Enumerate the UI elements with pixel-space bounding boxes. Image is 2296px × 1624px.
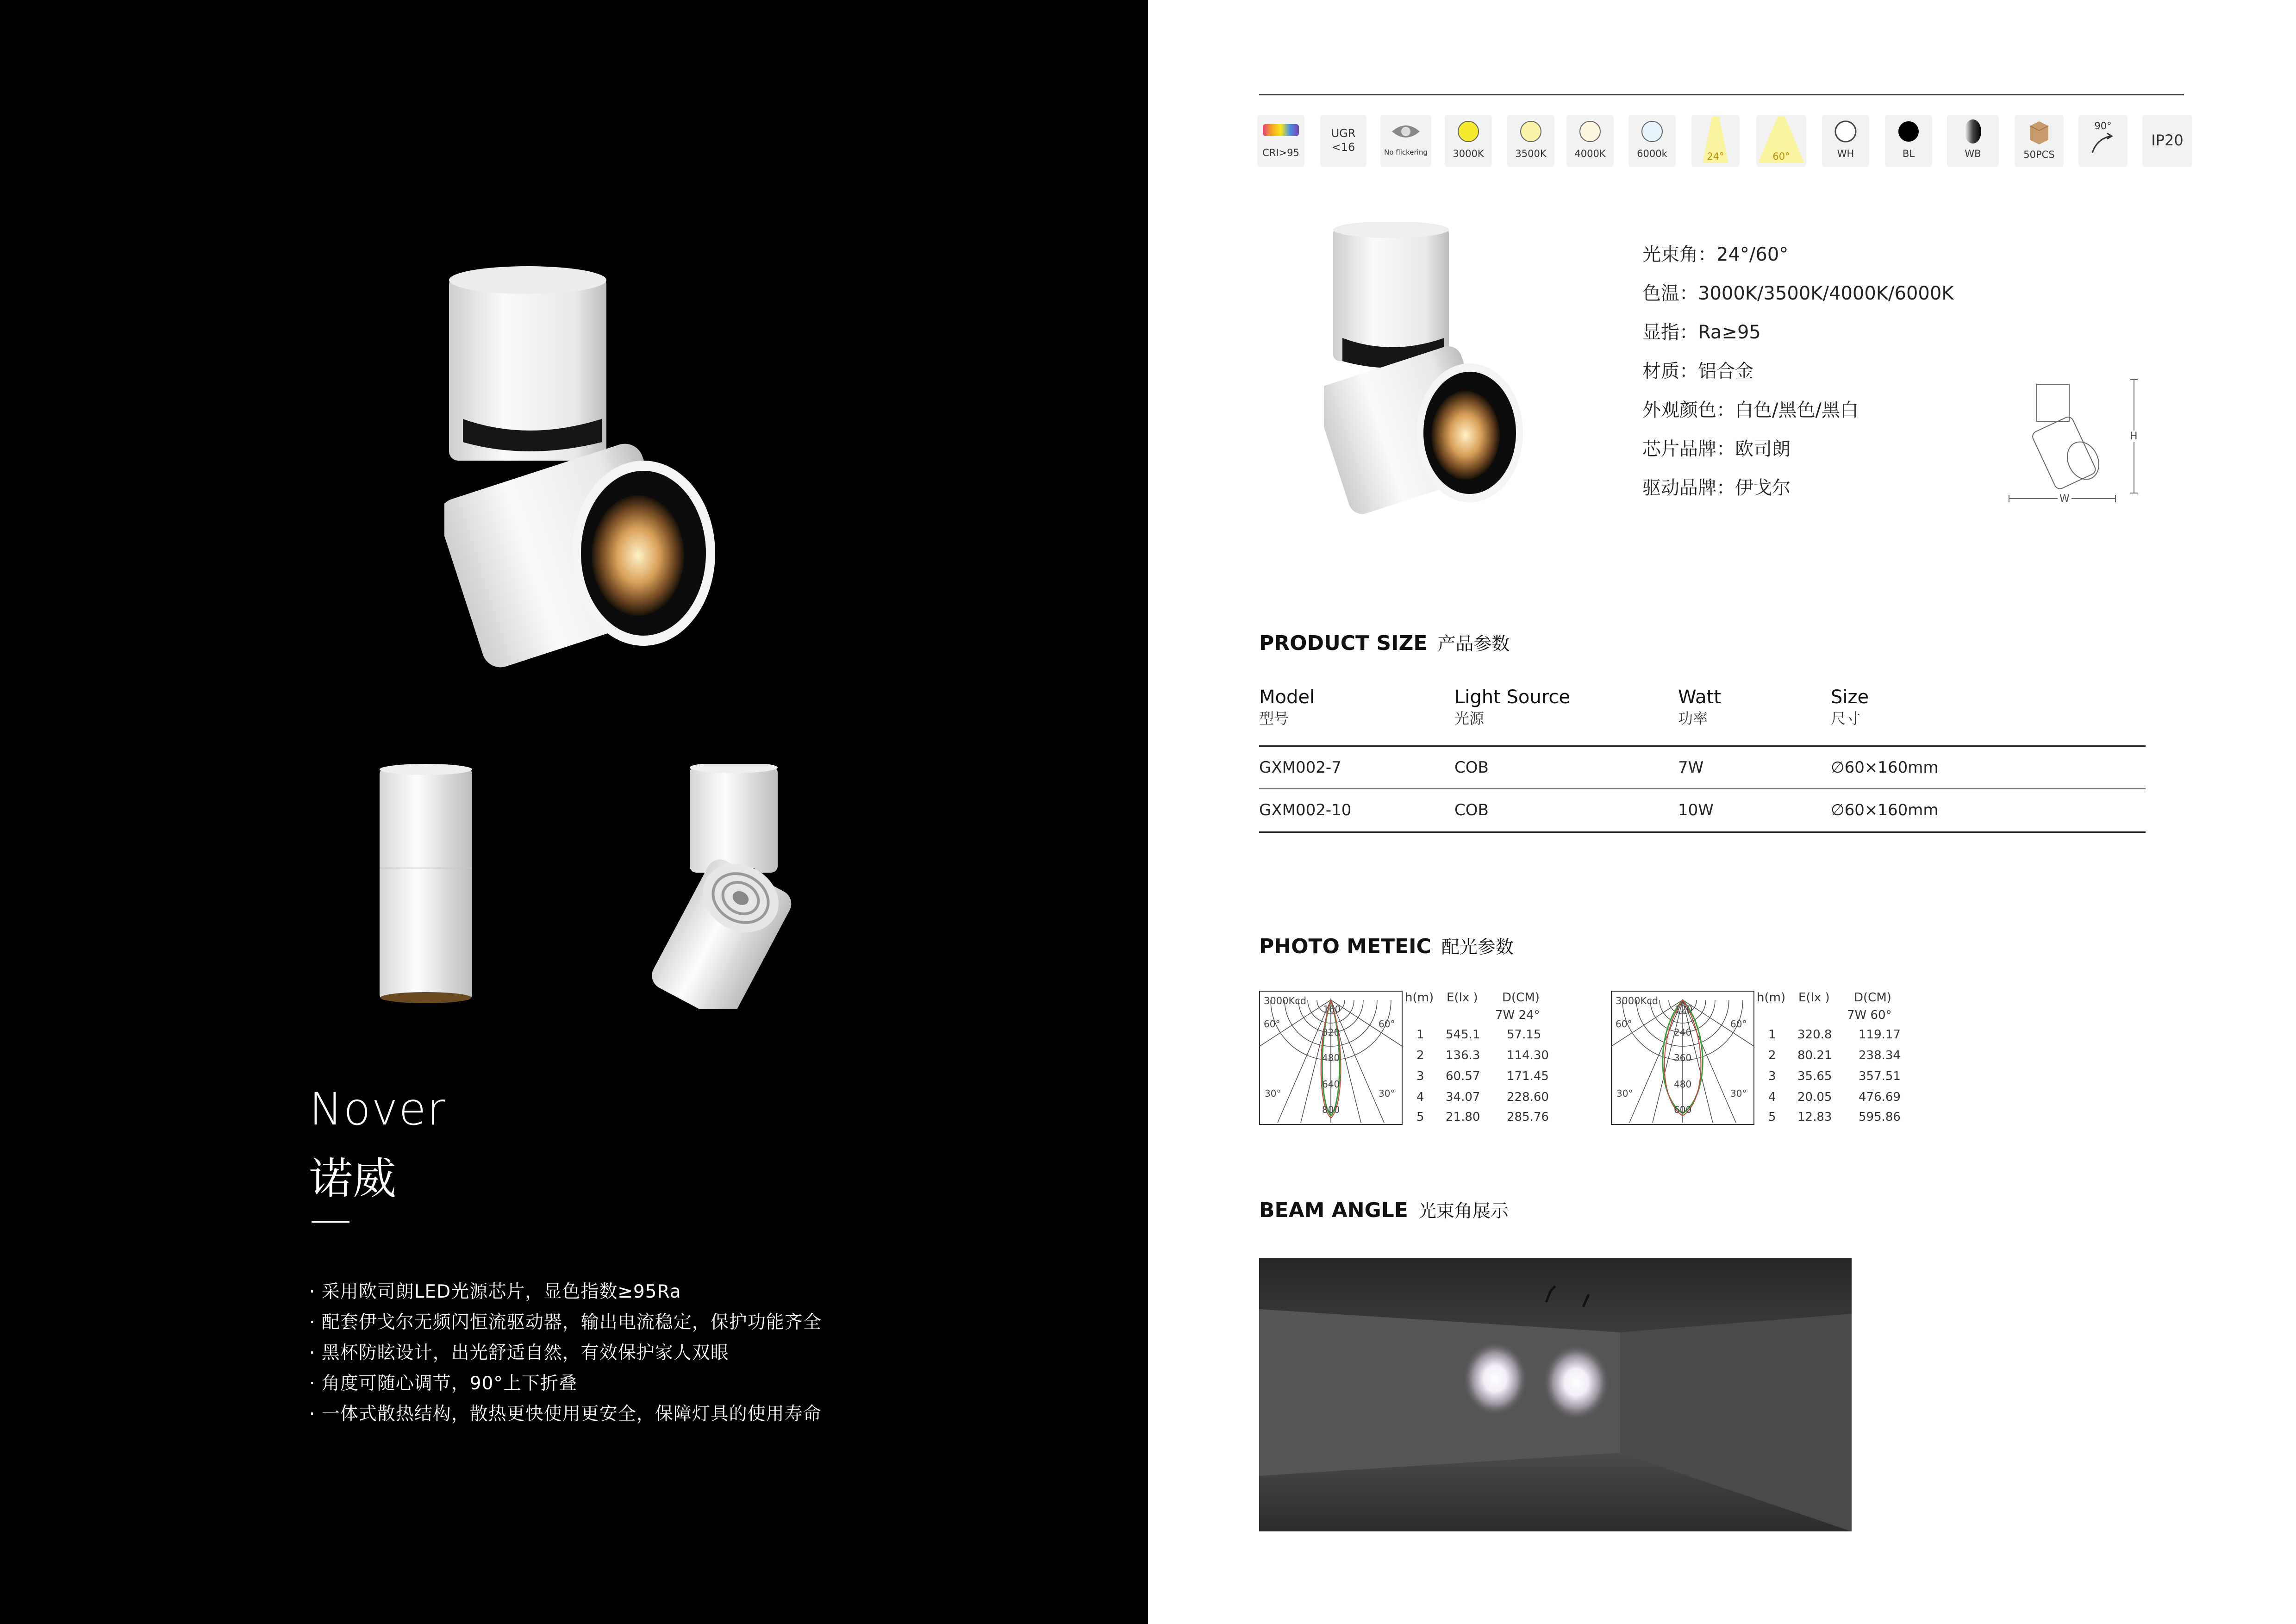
column-header-size: Size 尺寸 <box>1831 687 1869 727</box>
column-header-light-source: Light Source 光源 <box>1454 687 1570 727</box>
column-header-watt: Watt 功率 <box>1678 687 1721 727</box>
product-name-chinese: 诺威 <box>309 1154 397 1204</box>
feature-item: · 一体式散热结构，散热更快使用更安全，保障灯具的使用寿命 <box>309 1404 822 1424</box>
spec-material: 材质：铝合金 <box>1642 361 1753 382</box>
title-divider <box>312 1221 349 1223</box>
column-header-model: Model 型号 <box>1259 687 1315 727</box>
ip20-icon: IP20 <box>2142 115 2192 167</box>
rotate-90-icon: 90° <box>2078 115 2128 167</box>
beam-24-icon: 24° <box>1691 115 1740 167</box>
height-label: H <box>2128 431 2139 442</box>
spec-chip-brand: 芯片品牌：欧司朗 <box>1642 438 1791 460</box>
illuminance-table: h(m) E(lx ) D(CM) 7W 24° 1 545.1 57.15 2 136.3 114.30 3 60.57 171.45 4 34.07 228.60 5 21.80 285.76 <box>1405 991 1549 1124</box>
beam-60-icon: 60° <box>1756 115 1806 167</box>
illuminance-table: h(m) E(lx ) D(CM) 7W 60° 1 320.8 119.17 2 80.21 238.34 3 35.65 357.51 4 20.05 476.69 5 12.83 595.86 <box>1757 991 1901 1124</box>
product-name-english: Nover <box>309 1083 446 1135</box>
no-flicker-icon: No flickering <box>1380 115 1431 167</box>
cct-6000k-icon: 6000k <box>1628 115 1676 167</box>
feature-item: · 角度可随心调节，90°上下折叠 <box>309 1373 577 1394</box>
folded-product-image <box>377 764 474 1005</box>
spec-product-image <box>1324 222 1528 518</box>
table-row-rule <box>1259 788 2146 789</box>
hero-product-image <box>444 266 718 683</box>
white-finish-icon: WH <box>1822 115 1869 167</box>
cct-3000k-icon: 3000K <box>1445 115 1492 167</box>
beam-angle-room-image <box>1259 1258 1852 1531</box>
ugr-icon: UGR <16 <box>1320 115 1366 167</box>
width-label: W <box>2058 493 2071 505</box>
spec-beam-angle: 光束角：24°/60° <box>1642 244 1789 265</box>
spec-cri: 显指：Ra≥95 <box>1642 322 1761 343</box>
photometric-heading: PHOTO METEIC 配光参数 <box>1259 935 1514 958</box>
polar-diagram: 3000Kcd 60° 60° 30° 30° 160 320 480 640 800 <box>1259 991 1403 1127</box>
polar-diagram: 3000Kcd 60° 60° 30° 30° 120 240 360 480 600 <box>1611 991 1754 1127</box>
rotated-product-image <box>648 764 801 1009</box>
product-size-heading: PRODUCT SIZE 产品参数 <box>1259 631 1510 655</box>
cri-icon: CRI>95 <box>1257 115 1304 167</box>
dimension-drawing <box>2000 377 2148 509</box>
feature-item: · 黑杯防眩设计，出光舒适自然，有效保护家人双眼 <box>309 1343 729 1363</box>
catalog-page: Nover 诺威 · 采用欧司朗LED光源芯片，显色指数≥95Ra · 配套伊戈尔无频闪恒流驱动器，输出电流稳定，保护功能齐全 · 黑杯防眩设计，出光舒适自然，有效保护家人双眼 · 角度可随心调节，90°上下折叠 · 一体式散热结构，散热更快使用更安全，保障灯具的使用寿命 CRI>95 UGR <16 No flickering 3000K 3500K 4000K 6000k 24° 60° WH BL WB 50PCS 90° IP20 光束角：24°/60° 色温：3000K/3500K/4000K/6000K 显指：Ra≥95 材质：铝合金 外观颜色：白色/黑色/黑白 芯片品牌：欧司朗 驱动品牌：伊戈尔 H W PRODUCT SIZE 产品参数 Model 型号 Light Source 光源 Watt 功率 Size 尺寸 GXM002-7 COB 7W ∅60×160mm GXM002-10 COB 10W ∅60×160mm PHOTO METEIC 配光参数 3000Kcd 60° 60° 30° 30° 160 320 480 640 800 h(m) E(lx ) D(CM) 7W 24° 1 545.1 57.15 2 136.3 114.30 3 60.57 171.45 4 34.07 228.60 5 21.80 285.76 3000Kcd 60° 60° 30° 30° 120 240 360 480 600 h(m) E(lx ) D(CM) 7W 60° 1 320.8 119.17 2 80.21 238.34 3 35.65 357.51 4 20.05 476.69 5 12.83 595.86 BEAM ANGLE 光束角展示 <box>0 0 2296 1624</box>
cct-4000k-icon: 4000K <box>1566 115 1614 167</box>
feature-list <box>309 1277 822 1430</box>
table-header-rule <box>1259 745 2146 747</box>
feature-item: · 配套伊戈尔无频闪恒流驱动器，输出电流稳定，保护功能齐全 <box>309 1312 822 1333</box>
feature-item: · 采用欧司朗LED光源芯片，显色指数≥95Ra <box>309 1281 681 1302</box>
spec-list <box>1642 241 1954 513</box>
package-icon: 50PCS <box>2015 115 2064 167</box>
spec-driver-brand: 驱动品牌：伊戈尔 <box>1642 477 1791 499</box>
table-bottom-rule <box>1259 831 2146 833</box>
spec-finish-colors: 外观颜色：白色/黑色/黑白 <box>1642 400 1859 421</box>
spec-color-temp: 色温：3000K/3500K/4000K/6000K <box>1642 283 1954 304</box>
white-black-finish-icon: WB <box>1947 115 1999 167</box>
header-rule <box>1259 94 2184 95</box>
beam-angle-heading: BEAM ANGLE 光束角展示 <box>1259 1199 1509 1222</box>
black-finish-icon: BL <box>1885 115 1932 167</box>
cct-3500k-icon: 3500K <box>1507 115 1554 167</box>
